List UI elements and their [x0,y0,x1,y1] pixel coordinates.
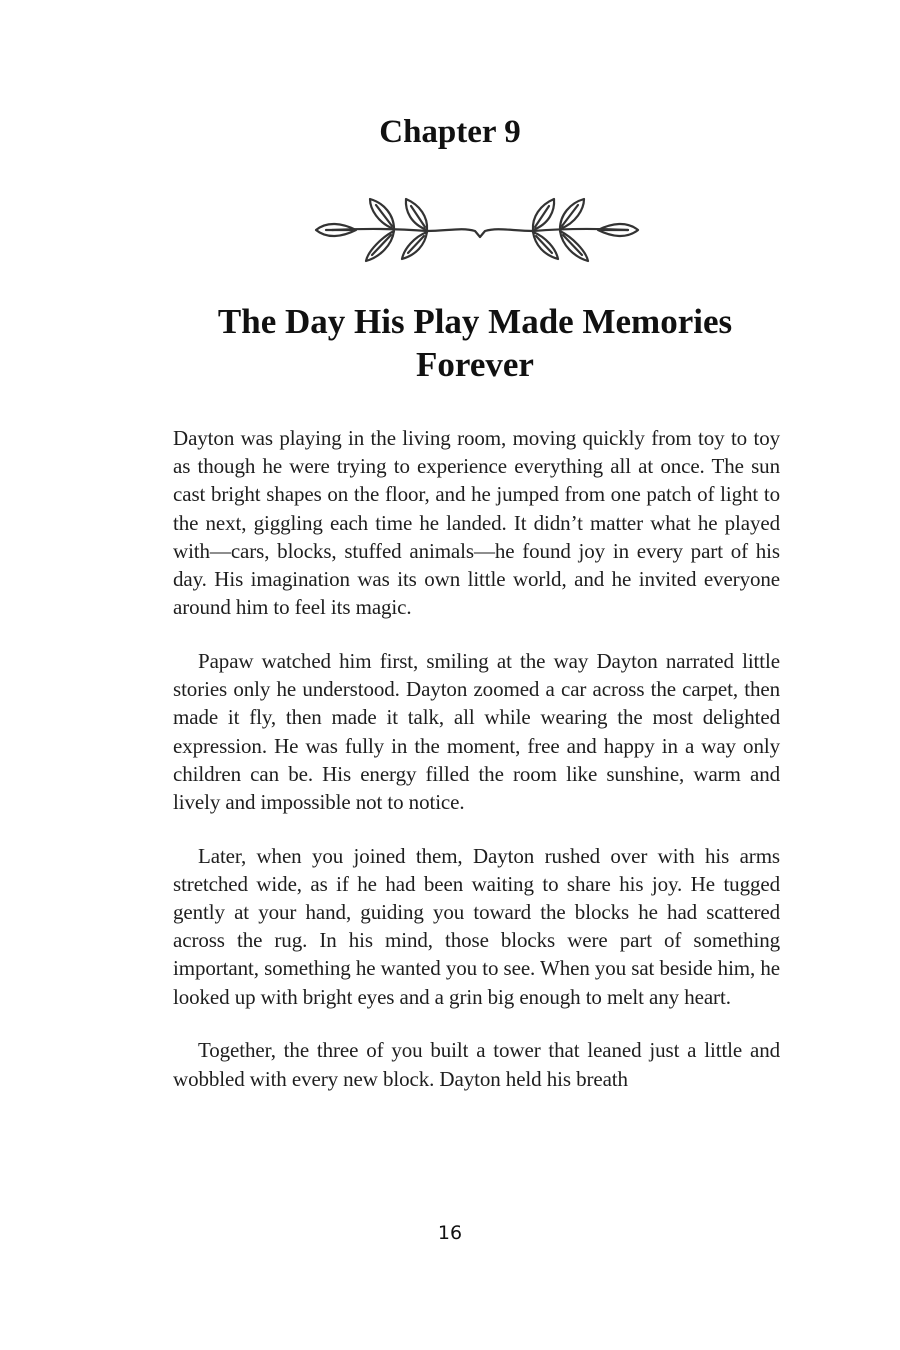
chapter-title [150,300,800,386]
page-number: 16 [437,1222,463,1244]
paragraph-3: Later, when you joined them, Dayton rushed over with his arms stretched wide, as if he had been waiting to share his joy. He tugged gently at your hand, guiding you toward the blocks he had scattered across the rug. In his mind, those blocks were part of something important, something he wanted you to see. When you sat beside him, he looked up with bright eyes and a grin big enough to melt any heart. [173,843,780,1009]
leaf-vine-divider-icon [312,193,642,267]
paragraph-1: Dayton was playing in the living room, moving quickly from toy to toy as though he were trying to experience everything all at once. The sun cast bright shapes on the floor, and he jumped from one patch of light to the next, giggling each time he landed. It didn’t matter what he played with—cars, blocks, stuffed animals—he found joy in every part of his day. His imagination was its own little world, and he invited everyone around him to feel its magic. [173,426,780,620]
paragraph-4: Together, the three of you built a tower that leaned just a little and wobbled with every new block. Dayton held his breath [173,1038,780,1091]
chapter-body [173,424,780,1093]
chapter-title-line-2: Forever [416,345,534,384]
paragraph-2: Papaw watched him first, smiling at the way Dayton narrated little stories only he understood. Dayton zoomed a car across the carpet, then made it fly, then made it talk, all while wearing the most delighted expression. He was fully in the moment, free and happy in a way only children can be. His energy filled the room like sunshine, warm and lively and impossible not to notice. [173,648,780,814]
chapter-heading: Chapter 9 [379,114,521,150]
chapter-title-line-1: The Day His Play Made Memories [217,302,733,341]
